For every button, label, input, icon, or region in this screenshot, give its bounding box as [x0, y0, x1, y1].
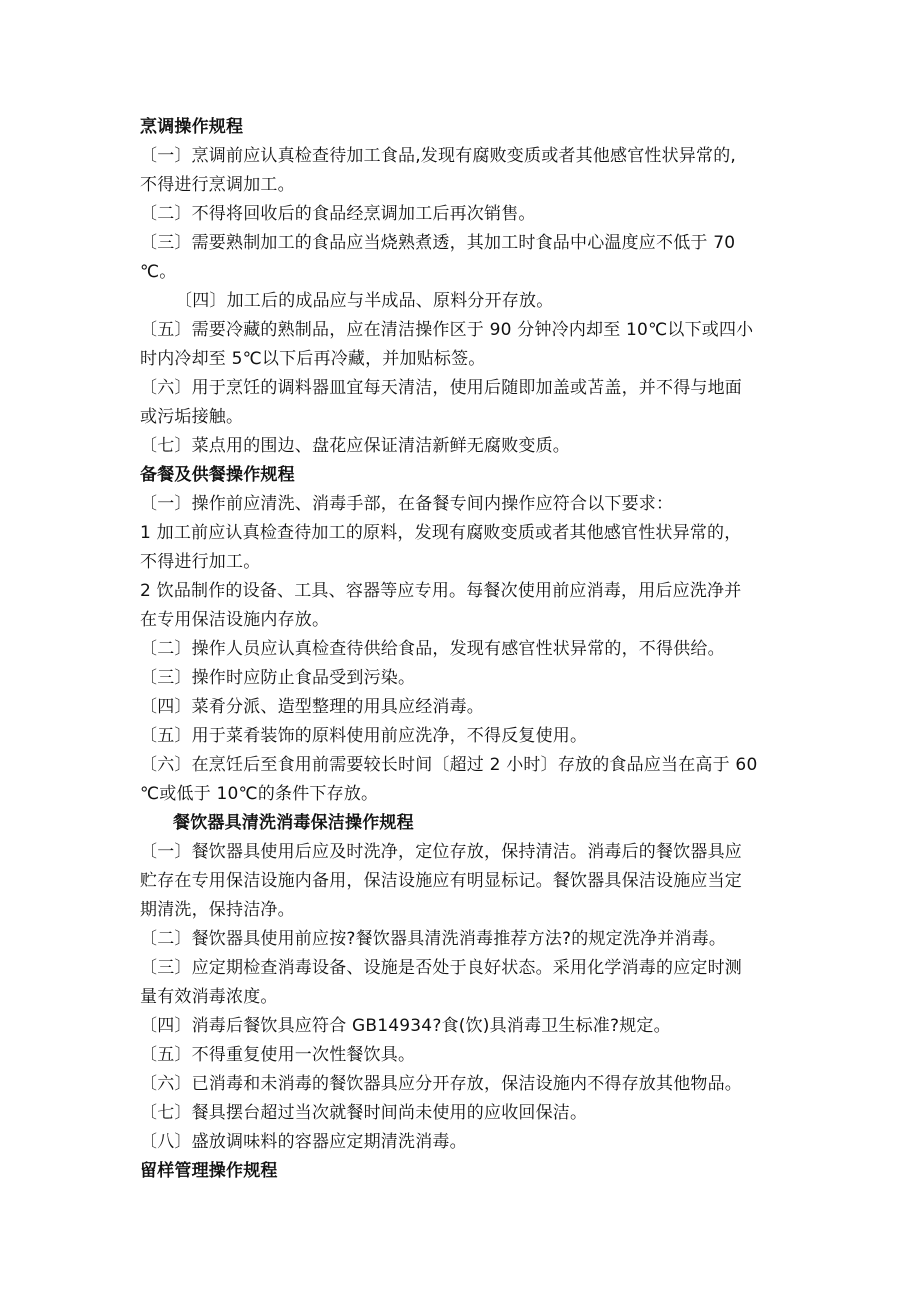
paragraph-line: 〔六〕用于烹饪的调料器皿宜每天清洁，使用后随即加盖或苫盖，并不得与地面 [140, 378, 742, 398]
paragraph-line: 在专用保洁设施内存放。 [140, 610, 330, 630]
paragraph-line: 时内冷却至 5℃以下后再冷藏，并加贴标签。 [140, 349, 486, 369]
paragraph-line: 不得进行加工。 [140, 552, 261, 572]
paragraph-line: 〔五〕用于菜肴装饰的原料使用前应洗净，不得反复使用。 [140, 726, 588, 746]
paragraph-line: 不得进行烹调加工。 [140, 175, 295, 195]
paragraph-line: 量有效消毒浓度。 [140, 987, 278, 1007]
paragraph-line: 〔四〕消毒后餐饮具应符合 GB14934?食(饮)具消毒卫生标准?规定。 [140, 1016, 671, 1036]
paragraph-line: 〔五〕需要冷藏的熟制品，应在清洁操作区于 90 分钟冷内却至 10℃以下或四小 [140, 320, 754, 340]
paragraph-line: 或污垢接触。 [140, 407, 244, 427]
paragraph-line: 〔一〕操作前应清洗、消毒手部，在备餐专间内操作应符合以下要求： [140, 494, 674, 514]
paragraph-line: 贮存在专用保洁设施内备用，保洁设施应有明显标记。餐饮器具保洁设施应当定 [140, 871, 742, 891]
paragraph-line: 〔五〕不得重复使用一次性餐饮具。 [140, 1045, 416, 1065]
paragraph-line: 〔三〕需要熟制加工的食品应当烧熟煮透，其加工时食品中心温度应不低于 70 [140, 233, 736, 253]
paragraph-line: 〔六〕已消毒和未消毒的餐饮器具应分开存放，保洁设施内不得存放其他物品。 [140, 1074, 742, 1094]
paragraph-line: ℃。 [140, 262, 177, 282]
paragraph-line: 〔三〕应定期检查消毒设备、设施是否处于良好状态。采用化学消毒的应定时测 [140, 958, 742, 978]
paragraph-line: 〔二〕不得将回收后的食品经烹调加工后再次销售。 [140, 204, 536, 224]
paragraph-line: 〔四〕加工后的成品应与半成品、原料分开存放。 [175, 291, 554, 311]
paragraph-line: 〔七〕菜点用的围边、盘花应保证清洁新鲜无腐败变质。 [140, 436, 570, 456]
paragraph-line: 〔二〕餐饮器具使用前应按?餐饮器具清洗消毒推荐方法?的规定洗净并消毒。 [140, 929, 727, 949]
paragraph-line: 〔六〕在烹饪后至食用前需要较长时间〔超过 2 小时〕存放的食品应当在高于 60 [140, 755, 758, 775]
paragraph-line: 〔四〕菜肴分派、造型整理的用具应经消毒。 [140, 697, 484, 717]
paragraph-line: 期清洗，保持洁净。 [140, 900, 295, 920]
section-title-tableware: 餐饮器具清洗消毒保洁操作规程 [173, 813, 414, 833]
paragraph-line: 〔七〕餐具摆台超过当次就餐时间尚未使用的应收回保洁。 [140, 1103, 588, 1123]
paragraph-line: ℃或低于 10℃的条件下存放。 [140, 784, 379, 804]
section-title-sample-retention: 留样管理操作规程 [140, 1161, 278, 1181]
paragraph-line: 〔八〕盛放调味料的容器应定期清洗消毒。 [140, 1132, 467, 1152]
paragraph-line: 2 饮品制作的设备、工具、容器等应专用。每餐次使用前应消毒，用后应洗净并 [140, 581, 742, 601]
paragraph-line: 1 加工前应认真检查待加工的原料，发现有腐败变质或者其他感官性状异常的， [140, 523, 742, 543]
document-body [140, 113, 790, 1186]
paragraph-line: 〔二〕操作人员应认真检查待供给食品，发现有感官性状异常的，不得供给。 [140, 639, 725, 659]
paragraph-line: 〔三〕操作时应防止食品受到污染。 [140, 668, 416, 688]
section-title-serving: 备餐及供餐操作规程 [140, 465, 295, 485]
section-title-cooking: 烹调操作规程 [140, 117, 244, 137]
paragraph-line: 〔一〕烹调前应认真检查待加工食品,发现有腐败变质或者其他感官性状异常的, [140, 146, 737, 166]
paragraph-line: 〔一〕餐饮器具使用后应及时洗净，定位存放，保持清洁。消毒后的餐饮器具应 [140, 842, 742, 862]
